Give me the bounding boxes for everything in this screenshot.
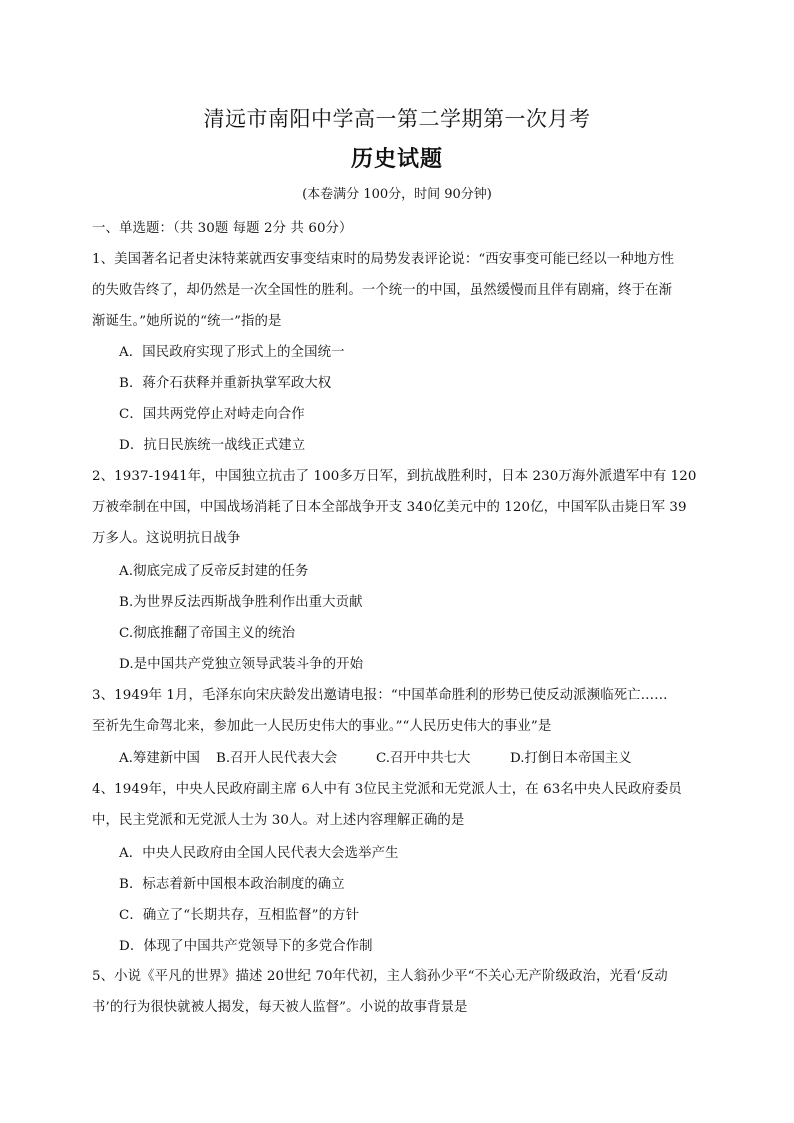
question-3-option-b: B.召开人民代表大会 bbox=[216, 751, 338, 766]
question-1-option-b: B．蒋介石获释并重新执掌军政大权 bbox=[119, 376, 332, 391]
question-2-option-c: C.彻底推翻了帝国主义的统治 bbox=[119, 626, 296, 641]
question-3-option-c: C.召开中共七大 bbox=[376, 751, 471, 766]
question-2-option-a: A.彻底完成了反帝反封建的任务 bbox=[119, 564, 309, 579]
question-4-option-d: D．体现了中国共产党领导下的多党合作制 bbox=[119, 939, 373, 954]
question-4-option-c: C．确立了“长期共存，互相监督”的方针 bbox=[119, 908, 360, 923]
subject-title: 历史试题 bbox=[350, 146, 443, 172]
question-1-line-2: 的失败告终了，却仍然是一次全国性的胜利。一个统一的中国，虽然缓慢而且伴有剧痛，终于在渐 bbox=[92, 283, 673, 298]
question-3-option-d: D.打倒日本帝国主义 bbox=[510, 751, 632, 766]
question-2-line-2: 万被牵制在中国，中国战场消耗了日本全部战争开支 340亿美元中的 120亿，中国军队击毙日军 39 bbox=[92, 500, 687, 515]
question-2-option-d: D.是中国共产党独立领导武装斗争的开始 bbox=[119, 657, 364, 672]
question-2-line-3: 万多人。这说明抗日战争 bbox=[92, 531, 241, 546]
question-2-option-b: B.为世界反法西斯战争胜利作出重大贡献 bbox=[119, 595, 363, 610]
question-2-line-1: 2、1937-1941年，中国独立抗击了 100多万日军，到抗战胜利时，日本 230万海外派遣军中有 120 bbox=[92, 469, 697, 484]
question-1-option-a: A．国民政府实现了形式上的全国统一 bbox=[119, 345, 345, 360]
section-heading: 一、单选题：（共 30题 每题 2分 共 60分） bbox=[92, 221, 353, 236]
question-4-line-1: 4、1949年，中央人民政府副主席 6人中有 3位民主党派和无党派人士，在 63名中央人民政府委员 bbox=[92, 782, 682, 797]
question-1-option-d: D．抗日民族统一战线正式建立 bbox=[119, 438, 306, 453]
question-1-line-1: 1、美国著名记者史沫特莱就西安事变结束时的局势发表评论说：“西安事变可能已经以一种地方性 bbox=[92, 252, 675, 267]
question-4-option-a: A．中央人民政府由全国人民代表大会选举产生 bbox=[119, 846, 399, 861]
question-4-option-b: B．标志着新中国根本政治制度的确立 bbox=[119, 877, 345, 892]
question-3-option-a: A.筹建新中国 bbox=[119, 751, 200, 766]
question-3-line-1: 3、1949年 1月，毛泽东向宋庆龄发出邀请电报：“中国革命胜利的形势已使反动派濒临死亡…… bbox=[92, 688, 668, 703]
question-5-line-2: 书’的行为很快就被人揭发，每天被人监督”。小说的故事背景是 bbox=[92, 1000, 468, 1015]
question-3-line-2: 至祈先生命驾北来，参加此一人民历史伟大的事业。”“人民历史伟大的事业”是 bbox=[92, 719, 552, 734]
question-1-option-c: C．国共两党停止对峙走向合作 bbox=[119, 407, 305, 422]
question-1-line-3: 渐诞生。”她所说的“统一”指的是 bbox=[92, 314, 282, 329]
school-title: 清远市南阳中学高一第二学期第一次月考 bbox=[203, 107, 591, 131]
question-4-line-2: 中，民主党派和无党派人士为 30人。对上述内容理解正确的是 bbox=[92, 813, 465, 828]
question-5-line-1: 5、小说《平凡的世界》描述 20世纪 70年代初，主人翁孙少平“不关心无产阶级政治，光看‘反动 bbox=[92, 969, 668, 984]
exam-note: (本卷满分 100分，时间 90分钟) bbox=[302, 187, 492, 202]
